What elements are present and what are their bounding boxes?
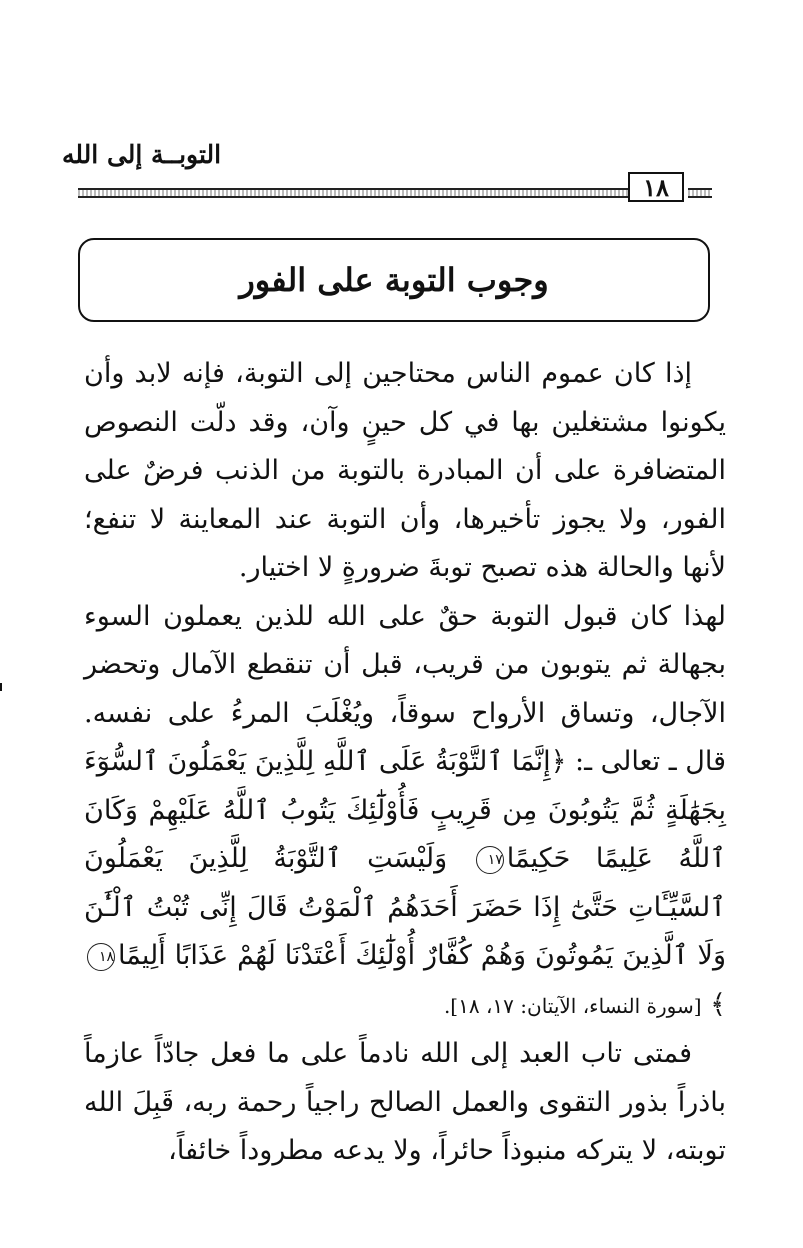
page-number: ١٨ xyxy=(628,172,684,202)
paragraph-2-intro: لهذا كان قبول التوبة حقٌ على الله للذين يعملون السوء بجهالة ثم يتوبون من قريب، قبل أن تنقطع الآمال وتحضر الآجال، وتساق الأرواح سوقاً، ويُغْلَبَ المرءُ على نفسه. قال ـ تعالى ـ: xyxy=(84,600,726,777)
header-rule xyxy=(78,188,628,198)
quran-reference: [سورة النساء، الآيتان: ١٧، ١٨]. xyxy=(443,993,702,1018)
ayah-number-18: ١٨ xyxy=(87,943,115,971)
paragraph-3: فمتى تاب العبد إلى الله نادماً على ما فعل جادّاً عازماً باذراً بذور التقوى والعمل الصالح راجياً رحمة ربه، قَبِلَ الله توبته، لا يتركه منبوذاً حائراً، ولا يدعه مطروداً خائفاً، xyxy=(84,1038,726,1166)
body-text xyxy=(84,350,726,1176)
quran-close-bracket: ﴾ xyxy=(710,988,726,1020)
quran-verse-18: وَلَيْسَتِ ٱلتَّوْبَةُ لِلَّذِينَ يَعْمَلُونَ ٱلسَّيِّـَٔاتِ حَتَّىٰٓ إِذَا حَضَرَ أَحَدَهُمُ ٱلْمَوْتُ قَالَ إِنِّى تُبْتُ ٱلْـَٰٔنَ وَلَا ٱلَّذِينَ يَمُوتُونَ وَهُمْ كُفَّارٌ أُوْلَٰٓئِكَ أَعْتَدْنَا لَهُمْ عَذَابًا أَلِيمًا xyxy=(84,843,726,971)
chapter-heading-box xyxy=(78,238,710,322)
paragraph-2 xyxy=(84,593,726,1031)
header-rule-end xyxy=(688,188,712,198)
page-edge-mark xyxy=(0,683,2,691)
chapter-heading: وجوب التوبة على الفور xyxy=(239,261,549,299)
ayah-number-17: ١٧ xyxy=(476,846,504,874)
paragraph-1: إذا كان عموم الناس محتاجين إلى التوبة، فإنه لابد وأن يكونوا مشتغلين بها في كل حينٍ وآن، وقد دلّت النصوص المتضافرة على أن المبادرة بالتوبة من الذنب فرضٌ على الفور، ولا يجوز تأخيرها، وأن التوبة عند المعاينة لا تنفع؛ لأنها والحالة هذه تصبح توبةَ ضرورةٍ لا اختيار. xyxy=(84,358,726,583)
running-title: التوبــة إلى الله xyxy=(62,140,222,169)
quran-open-bracket: ﴿ xyxy=(550,746,567,777)
quran-verse-17: إِنَّمَا ٱلتَّوْبَةُ عَلَى ٱللَّهِ لِلَّذِينَ يَعْمَلُونَ ٱلسُّوٓءَ بِجَهَٰلَةٍ ثُمَّ يَتُوبُونَ مِن قَرِيبٍ فَأُوْلَٰٓئِكَ يَتُوبُ ٱللَّهُ عَلَيْهِمْ وَكَانَ ٱللَّهُ عَلِيمًا حَكِيمًا xyxy=(84,746,726,874)
